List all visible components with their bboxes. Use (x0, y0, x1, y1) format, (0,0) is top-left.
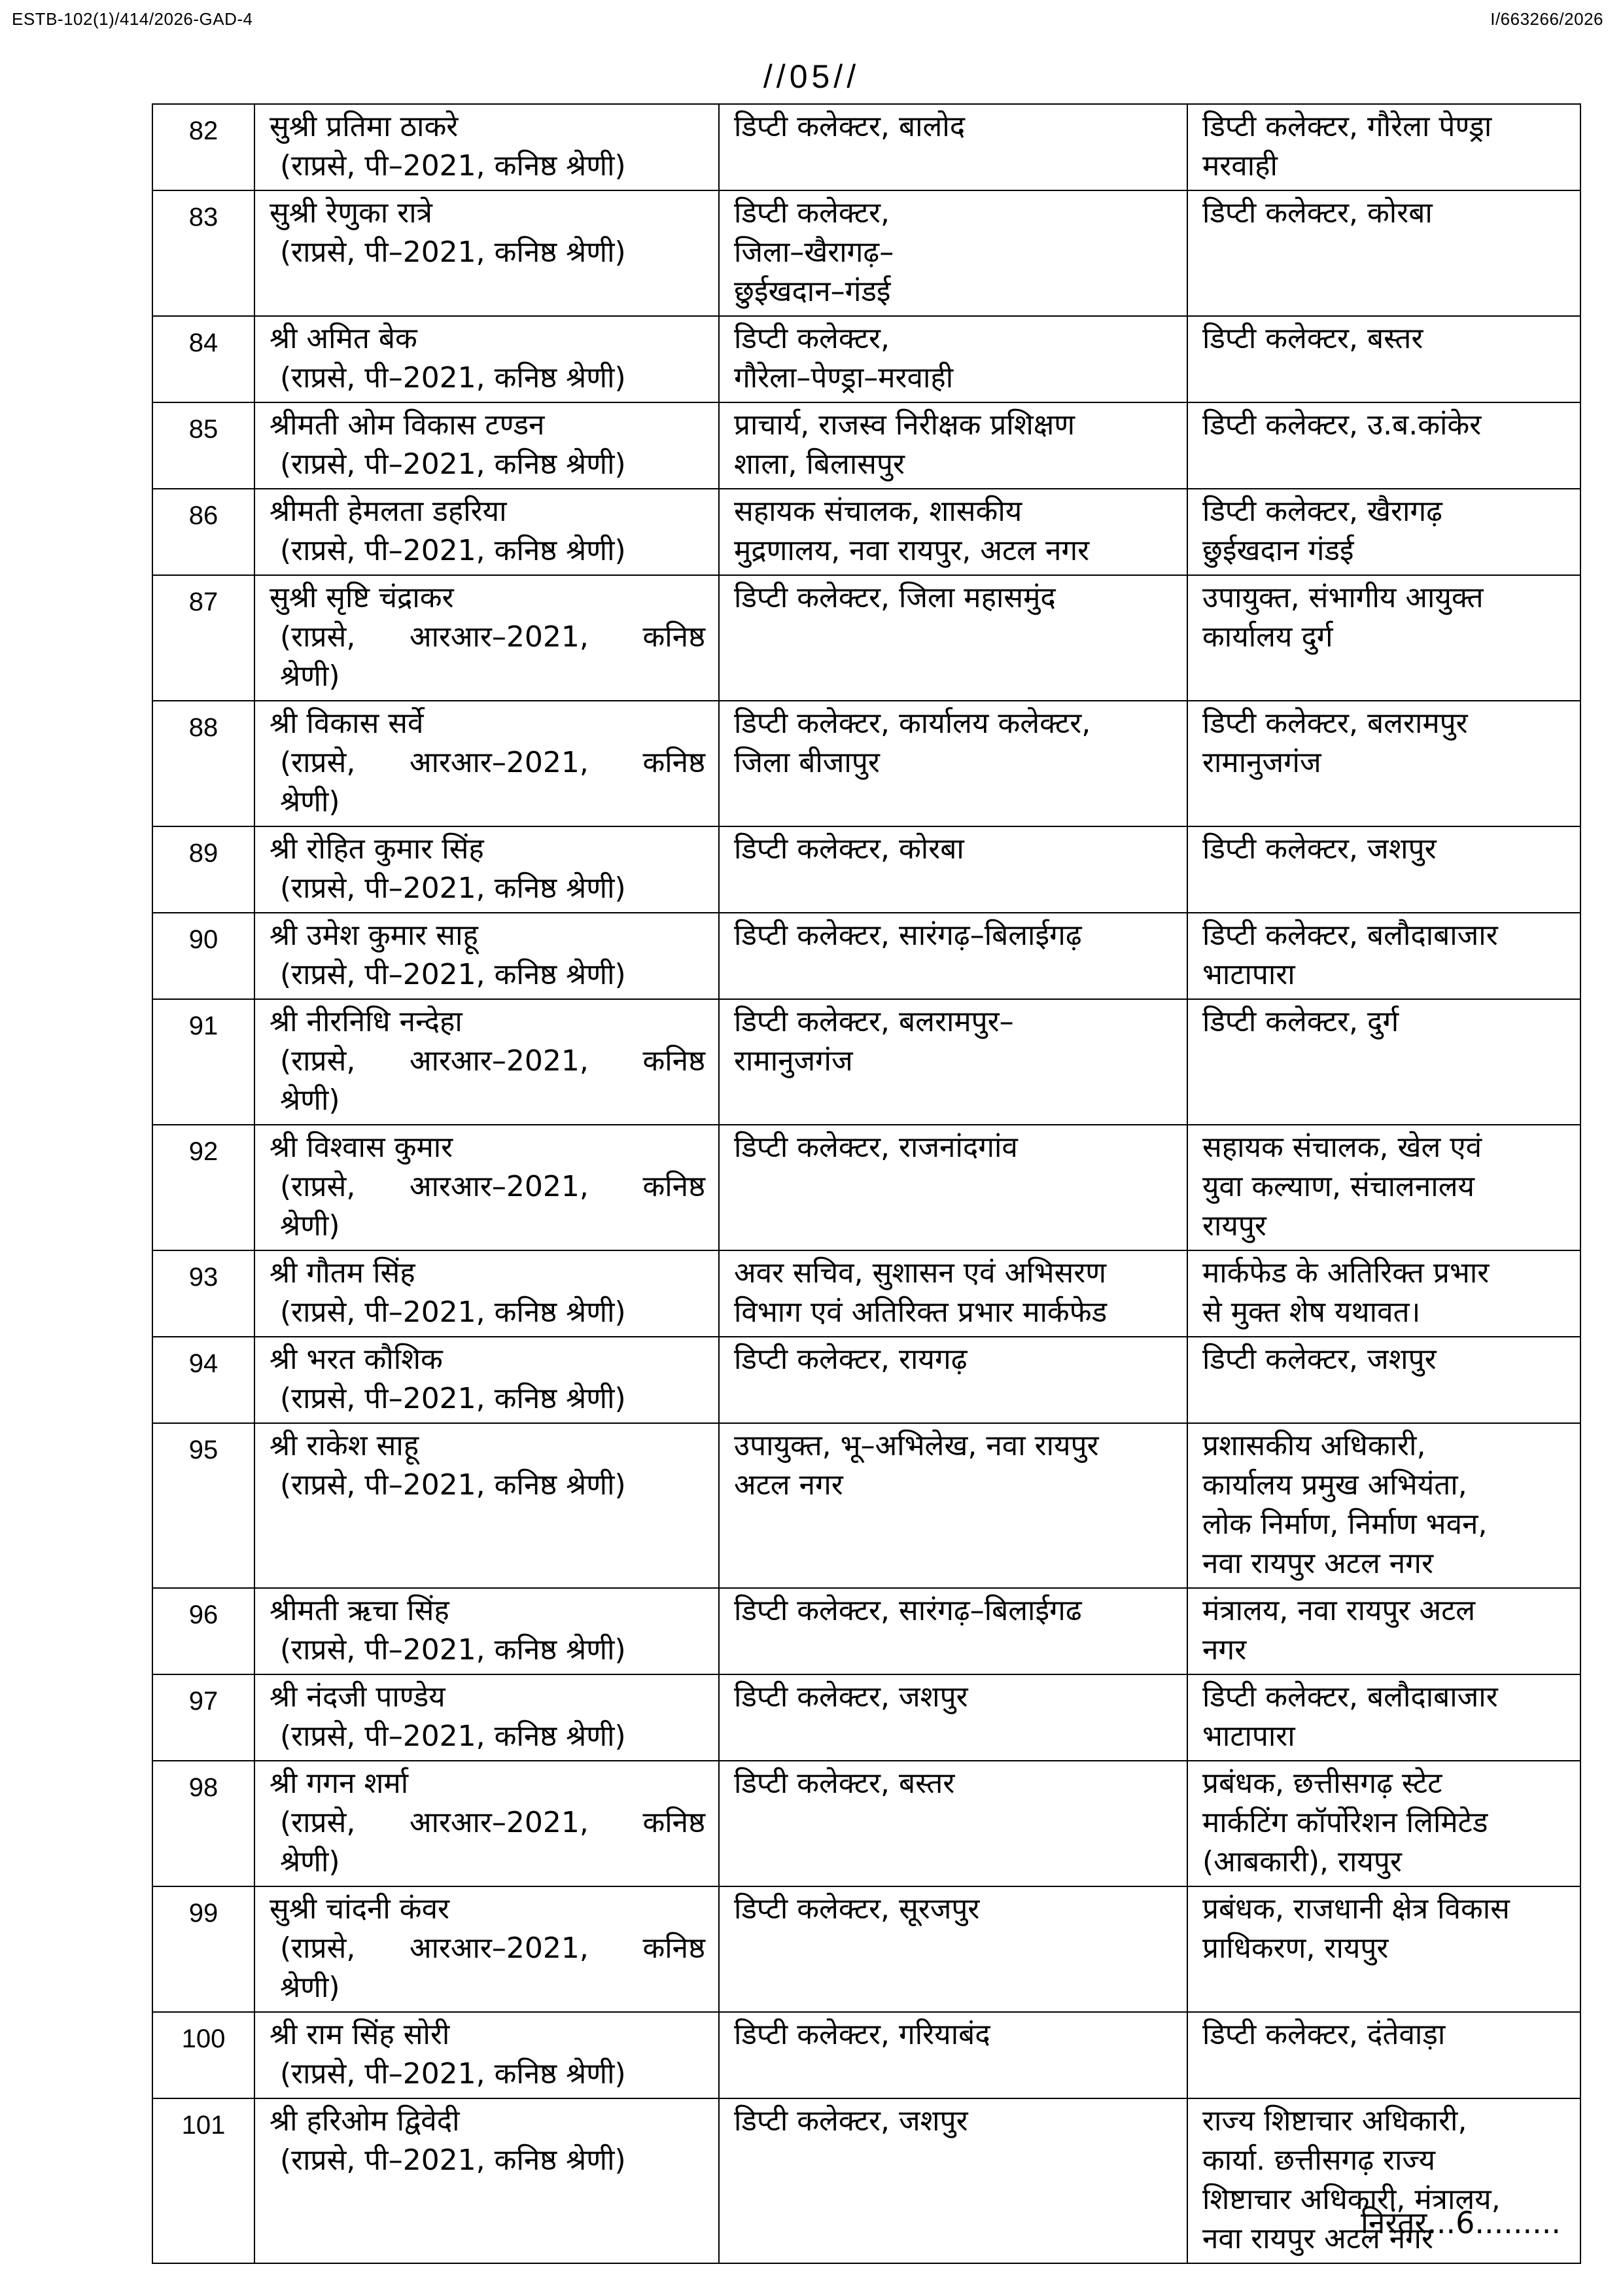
officer-cadre: (राप्रसे, आरआर–2021, कनिष्ठ (280, 620, 705, 654)
table-row (152, 1761, 1580, 1886)
document-id: I/663266/2026 (1490, 9, 1603, 29)
officer-cell (254, 104, 719, 190)
current-posting (719, 1125, 1187, 1250)
current-posting-line: जिला–खैरागढ़– (734, 236, 894, 269)
officer-cadre: श्रेणी) (280, 785, 340, 819)
new-posting-line: मार्कटिंग कॉर्पोरेशन लिमिटेड (1202, 1806, 1488, 1839)
current-posting-line: मुद्रणालय, नवा रायपुर, अटल नगर (734, 534, 1090, 567)
current-posting-line: शाला, बिलासपुर (734, 448, 905, 481)
new-posting-line: रायपुर (1202, 1209, 1266, 1243)
file-reference: ESTB-102(1)/414/2026-GAD-4 (12, 9, 253, 29)
officer-cell (254, 1423, 719, 1588)
serial-number: 101 (152, 2098, 254, 2263)
current-posting (719, 402, 1187, 489)
current-posting-line: रामानुजगंज (734, 1044, 853, 1078)
officer-name: श्री विकास सर्वे (270, 707, 424, 740)
new-posting-line: डिप्टी कलेक्टर, खैरागढ़ (1202, 495, 1442, 528)
serial-number: 89 (152, 826, 254, 913)
new-posting-line: प्रशासकीय अधिकारी, (1202, 1429, 1426, 1462)
officer-cadre: (राप्रसे, पी–2021, कनिष्ठ श्रेणी) (280, 872, 626, 905)
officer-cadre: (राप्रसे, आरआर–2021, कनिष्ठ (280, 1044, 705, 1078)
current-posting (719, 1337, 1187, 1423)
new-posting-line: रामानुजगंज (1202, 746, 1321, 779)
new-posting-line: मार्कफेड के अतिरिक्त प्रभार (1202, 1256, 1490, 1290)
officer-name: श्री उमेश कुमार साहू (270, 919, 478, 952)
table-row (152, 701, 1580, 826)
officer-cell (254, 316, 719, 402)
serial-number: 85 (152, 402, 254, 489)
serial-number: 84 (152, 316, 254, 402)
new-posting-line: शिष्टाचार अधिकारी, मंत्रालय, (1202, 2183, 1501, 2216)
officer-cadre: (राप्रसे, पी–2021, कनिष्ठ श्रेणी) (280, 149, 626, 183)
new-posting-line: डिप्टी कलेक्टर, जशपुर (1202, 1343, 1437, 1376)
serial-number: 82 (152, 104, 254, 190)
new-posting-line: डिप्टी कलेक्टर, जशपुर (1202, 832, 1437, 866)
new-posting-line: भाटापारा (1202, 1720, 1295, 1753)
officer-name: श्री राकेश साहू (270, 1429, 419, 1462)
table-row (152, 575, 1580, 701)
new-posting (1187, 1423, 1580, 1588)
officer-cell (254, 1588, 719, 1674)
table-row (152, 104, 1580, 190)
current-posting-line: डिप्टी कलेक्टर, बलरामपुर– (734, 1005, 1014, 1038)
officer-name: श्री गौतम सिंह (270, 1256, 415, 1290)
serial-number: 97 (152, 1674, 254, 1761)
new-posting-line: डिप्टी कलेक्टर, बलौदाबाजार (1202, 919, 1498, 952)
serial-number: 99 (152, 1886, 254, 2012)
current-posting-line: डिप्टी कलेक्टर, सारंगढ़–बिलाईगढ़ (734, 919, 1082, 952)
officer-name: श्रीमती हेमलता डहरिया (270, 495, 507, 528)
table-row (152, 1588, 1580, 1674)
table-body (152, 104, 1580, 2263)
current-posting (719, 104, 1187, 190)
new-posting (1187, 826, 1580, 913)
new-posting-line: डिप्टी कलेक्टर, बलौदाबाजार (1202, 1680, 1498, 1714)
current-posting (719, 1886, 1187, 2012)
officer-name: श्री नंदजी पाण्डेय (270, 1680, 445, 1714)
serial-number: 86 (152, 489, 254, 575)
serial-number: 98 (152, 1761, 254, 1886)
new-posting-line: युवा कल्याण, संचालनालय (1202, 1170, 1475, 1203)
officer-name: श्री विश्वास कुमार (270, 1131, 453, 1164)
officer-cadre: (राप्रसे, पी–2021, कनिष्ठ श्रेणी) (280, 534, 626, 567)
current-posting-line: डिप्टी कलेक्टर, बालोद (734, 110, 966, 143)
serial-number: 93 (152, 1250, 254, 1337)
table-row (152, 190, 1580, 316)
current-posting-line: डिप्टी कलेक्टर, सूरजपुर (734, 1892, 980, 1926)
current-posting-line: विभाग एवं अतिरिक्त प्रभार मार्कफेड (734, 1296, 1108, 1329)
officer-cell (254, 1125, 719, 1250)
new-posting (1187, 701, 1580, 826)
new-posting (1187, 1588, 1580, 1674)
current-posting (719, 2012, 1187, 2098)
officer-cell (254, 1886, 719, 2012)
officer-cell (254, 826, 719, 913)
serial-number: 90 (152, 913, 254, 999)
officer-cell (254, 190, 719, 316)
officer-cadre: (राप्रसे, पी–2021, कनिष्ठ श्रेणी) (280, 2057, 626, 2091)
current-posting-line: जिला बीजापुर (734, 746, 880, 779)
new-posting-line: डिप्टी कलेक्टर, कोरबा (1202, 196, 1433, 230)
continued-note: निरंतर...6......... (1361, 2205, 1562, 2240)
new-posting-line: छुईखदान गंडई (1202, 534, 1354, 567)
new-posting (1187, 1761, 1580, 1886)
officer-name: सुश्री रेणुका रात्रे (270, 196, 432, 230)
new-posting-line: मरवाही (1202, 149, 1278, 183)
new-posting-line: डिप्टी कलेक्टर, दंतेवाड़ा (1202, 2018, 1446, 2051)
officer-name: श्री भरत कौशिक (270, 1343, 443, 1376)
officer-cadre: (राप्रसे, पी–2021, कनिष्ठ श्रेणी) (280, 2144, 626, 2177)
current-posting (719, 913, 1187, 999)
officer-name: सुश्री सृष्टि चंद्राकर (270, 581, 454, 614)
officer-cadre: श्रेणी) (280, 1971, 340, 2004)
officer-cadre: (राप्रसे, पी–2021, कनिष्ठ श्रेणी) (280, 1382, 626, 1415)
current-posting (719, 575, 1187, 701)
current-posting (719, 1250, 1187, 1337)
new-posting (1187, 999, 1580, 1125)
current-posting (719, 316, 1187, 402)
officer-name: सुश्री चांदनी कंवर (270, 1892, 450, 1926)
table-row (152, 1125, 1580, 1250)
officer-cadre: (राप्रसे, आरआर–2021, कनिष्ठ (280, 1932, 705, 1965)
serial-number: 83 (152, 190, 254, 316)
officer-cell (254, 402, 719, 489)
officer-cell (254, 1674, 719, 1761)
table-row (152, 999, 1580, 1125)
current-posting (719, 489, 1187, 575)
current-posting (719, 999, 1187, 1125)
table-row (152, 826, 1580, 913)
current-posting-line: अवर सचिव, सुशासन एवं अभिसरण (734, 1256, 1107, 1290)
officer-cadre: (राप्रसे, पी–2021, कनिष्ठ श्रेणी) (280, 448, 626, 481)
new-posting (1187, 913, 1580, 999)
current-posting (719, 1423, 1187, 1588)
new-posting-line: नवा रायपुर अटल नगर (1202, 2222, 1433, 2255)
current-posting (719, 1761, 1187, 1886)
officer-cell (254, 999, 719, 1125)
officer-cadre: (राप्रसे, पी–2021, कनिष्ठ श्रेणी) (280, 1633, 626, 1667)
new-posting-line: (आबकारी), रायपुर (1202, 1845, 1402, 1879)
officer-name: श्रीमती ओम विकास टण्डन (270, 408, 545, 442)
officer-name: श्री गगन शर्मा (270, 1767, 409, 1800)
serial-number: 94 (152, 1337, 254, 1423)
new-posting (1187, 1886, 1580, 2012)
current-posting (719, 701, 1187, 826)
table-row (152, 1423, 1580, 1588)
table-row (152, 402, 1580, 489)
officer-cell (254, 913, 719, 999)
officer-name: श्री नीरनिधि नन्देहा (270, 1005, 462, 1038)
current-posting-line: डिप्टी कलेक्टर, रायगढ़ (734, 1343, 968, 1376)
current-posting-line: उपायुक्त, भू–अभिलेख, नवा रायपुर (734, 1429, 1099, 1462)
serial-number: 95 (152, 1423, 254, 1588)
new-posting-line: से मुक्त शेष यथावत। (1202, 1296, 1421, 1329)
current-posting-line: डिप्टी कलेक्टर, जशपुर (734, 1680, 968, 1714)
new-posting (1187, 1674, 1580, 1761)
officer-cadre: श्रेणी) (280, 660, 340, 693)
new-posting-line: उपायुक्त, संभागीय आयुक्त (1202, 581, 1484, 614)
current-posting-line: डिप्टी कलेक्टर, गरियाबंद (734, 2018, 990, 2051)
new-posting (1187, 190, 1580, 316)
officer-cell (254, 1250, 719, 1337)
current-posting (719, 1674, 1187, 1761)
officer-cadre: (राप्रसे, पी–2021, कनिष्ठ श्रेणी) (280, 361, 626, 395)
table-row (152, 316, 1580, 402)
officer-cadre: (राप्रसे, पी–2021, कनिष्ठ श्रेणी) (280, 236, 626, 269)
serial-number: 100 (152, 2012, 254, 2098)
current-posting-line: डिप्टी कलेक्टर, जशपुर (734, 2104, 968, 2138)
officer-name: श्री अमित बेक (270, 322, 417, 355)
officer-cadre: श्रेणी) (280, 1845, 340, 1879)
current-posting (719, 190, 1187, 316)
table-row (152, 913, 1580, 999)
officer-cell (254, 489, 719, 575)
officer-name: श्री हरिओम द्विवेदी (270, 2104, 460, 2138)
officer-name: श्री रोहित कुमार सिंह (270, 832, 484, 866)
officer-cell (254, 1761, 719, 1886)
officer-cadre: श्रेणी) (280, 1084, 340, 1117)
current-posting-line: डिप्टी कलेक्टर, राजनांदगांव (734, 1131, 1018, 1164)
new-posting-line: नगर (1202, 1633, 1247, 1667)
officer-cadre: श्रेणी) (280, 1209, 340, 1243)
new-posting-line: डिप्टी कलेक्टर, बस्तर (1202, 322, 1423, 355)
current-posting-line: अटल नगर (734, 1468, 843, 1502)
current-posting-line: गौरेला–पेण्ड्रा–मरवाही (734, 361, 954, 395)
new-posting (1187, 316, 1580, 402)
new-posting (1187, 575, 1580, 701)
new-posting-line: प्रबंधक, छत्तीसगढ़ स्टेट (1202, 1767, 1442, 1800)
current-posting-line: डिप्टी कलेक्टर, बस्तर (734, 1767, 955, 1800)
table-row (152, 1337, 1580, 1423)
new-posting-line: कार्यालय दुर्ग (1202, 620, 1333, 654)
officer-cadre: (राप्रसे, पी–2021, कनिष्ठ श्रेणी) (280, 1468, 626, 1502)
officer-cell (254, 1337, 719, 1423)
current-posting-line: प्राचार्य, राजस्व निरीक्षक प्रशिक्षण (734, 408, 1075, 442)
officer-name: सुश्री प्रतिमा ठाकरे (270, 110, 459, 143)
serial-number: 96 (152, 1588, 254, 1674)
current-posting-line: डिप्टी कलेक्टर, सारंगढ़–बिलाईगढ (734, 1594, 1082, 1627)
officer-cadre: (राप्रसे, पी–2021, कनिष्ठ श्रेणी) (280, 958, 626, 991)
current-posting-line: डिप्टी कलेक्टर, जिला महासमुंद (734, 581, 1056, 614)
officer-cadre: (राप्रसे, आरआर–2021, कनिष्ठ (280, 746, 705, 779)
current-posting-line: सहायक संचालक, शासकीय (734, 495, 1022, 528)
current-posting-line: डिप्टी कलेक्टर, (734, 322, 890, 355)
current-posting-line: छुईखदान–गंडई (734, 275, 891, 308)
officer-cell (254, 701, 719, 826)
serial-number: 88 (152, 701, 254, 826)
new-posting-line: प्राधिकरण, रायपुर (1202, 1932, 1389, 1965)
current-posting-line: डिप्टी कलेक्टर, कार्यालय कलेक्टर, (734, 707, 1091, 740)
officer-cell (254, 2098, 719, 2263)
officer-cell (254, 575, 719, 701)
new-posting (1187, 104, 1580, 190)
officer-cadre: (राप्रसे, पी–2021, कनिष्ठ श्रेणी) (280, 1720, 626, 1753)
serial-number: 92 (152, 1125, 254, 1250)
officer-name: श्री राम सिंह सोरी (270, 2018, 450, 2051)
officer-cell (254, 2012, 719, 2098)
new-posting-line: सहायक संचालक, खेल एवं (1202, 1131, 1482, 1164)
new-posting (1187, 402, 1580, 489)
new-posting-line: डिप्टी कलेक्टर, बलरामपुर (1202, 707, 1468, 740)
current-posting-line: डिप्टी कलेक्टर, कोरबा (734, 832, 964, 866)
new-posting-line: कार्यालय प्रमुख अभियंता, (1202, 1468, 1467, 1502)
current-posting (719, 2098, 1187, 2263)
new-posting-line: नवा रायपुर अटल नगर (1202, 1547, 1433, 1580)
new-posting (1187, 1250, 1580, 1337)
transfer-order-table (152, 103, 1581, 2264)
new-posting-line: डिप्टी कलेक्टर, उ.ब.कांकेर (1202, 408, 1482, 442)
officer-name: श्रीमती ऋचा सिंह (270, 1594, 449, 1627)
new-posting-line: डिप्टी कलेक्टर, गौरेला पेण्ड्रा (1202, 110, 1492, 143)
new-posting-line: लोक निर्माण, निर्माण भवन, (1202, 1508, 1488, 1541)
new-posting (1187, 1337, 1580, 1423)
current-posting (719, 826, 1187, 913)
table-row (152, 1250, 1580, 1337)
table-row (152, 489, 1580, 575)
new-posting-line: कार्या. छत्तीसगढ़ राज्य (1202, 2144, 1436, 2177)
new-posting-line: डिप्टी कलेक्टर, दुर्ग (1202, 1005, 1399, 1038)
new-posting-line: प्रबंधक, राजधानी क्षेत्र विकास (1202, 1892, 1510, 1926)
table-row (152, 1674, 1580, 1761)
officer-cadre: (राप्रसे, आरआर–2021, कनिष्ठ (280, 1170, 705, 1203)
table-row (152, 1886, 1580, 2012)
officer-cadre: (राप्रसे, पी–2021, कनिष्ठ श्रेणी) (280, 1296, 626, 1329)
officer-cadre: (राप्रसे, आरआर–2021, कनिष्ठ (280, 1806, 705, 1839)
new-posting-line: मंत्रालय, नवा रायपुर अटल (1202, 1594, 1476, 1627)
page-number-marker: //05// (763, 58, 860, 95)
serial-number: 91 (152, 999, 254, 1125)
new-posting (1187, 2012, 1580, 2098)
current-posting (719, 1588, 1187, 1674)
new-posting-line: राज्य शिष्टाचार अधिकारी, (1202, 2104, 1467, 2138)
new-posting-line: भाटापारा (1202, 958, 1295, 991)
table-row (152, 2012, 1580, 2098)
new-posting (1187, 489, 1580, 575)
current-posting-line: डिप्टी कलेक्टर, (734, 196, 890, 230)
serial-number: 87 (152, 575, 254, 701)
new-posting (1187, 1125, 1580, 1250)
